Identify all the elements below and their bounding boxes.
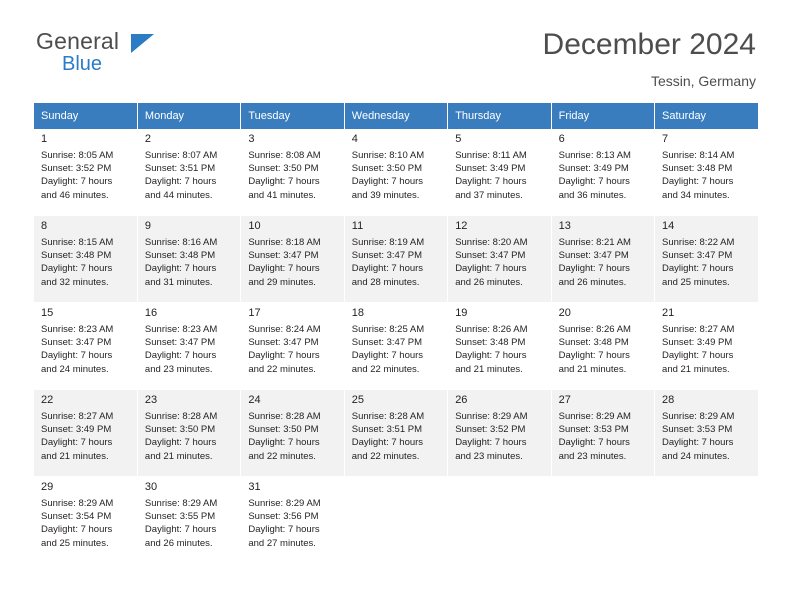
daylight-text-line2: and 37 minutes. (455, 189, 523, 201)
calendar-day-cell (344, 390, 447, 477)
daylight-text-line1: Daylight: 7 hours (662, 263, 734, 275)
calendar-day-cell (655, 390, 758, 477)
sunset-text: Sunset: 3:47 PM (662, 250, 733, 262)
sunset-text: Sunset: 3:48 PM (558, 337, 629, 349)
daylight-text-line1: Daylight: 7 hours (662, 176, 734, 188)
day-number: 31 (248, 481, 261, 493)
daylight-text-line1: Daylight: 7 hours (248, 263, 320, 275)
day-number: 16 (144, 307, 158, 319)
daylight-text-line2: and 25 minutes. (662, 276, 730, 288)
flag-icon (131, 34, 154, 53)
day-number: 20 (558, 307, 571, 319)
daylight-text-line2: and 26 minutes. (455, 276, 523, 288)
sunrise-text: Sunrise: 8:26 AM (455, 324, 528, 335)
weekday-header-sunday: Sunday (34, 103, 137, 129)
calendar-day-cell-empty (551, 477, 654, 564)
calendar-day-cell (551, 216, 654, 303)
daylight-text-line2: and 21 minutes. (558, 363, 627, 375)
daylight-text-line1: Daylight: 7 hours (455, 350, 527, 362)
sunrise-text: Sunrise: 8:29 AM (144, 498, 218, 509)
calendar-day-cell (137, 129, 240, 216)
daylight-text-line2: and 21 minutes. (41, 450, 109, 462)
calendar-day-cell (448, 303, 551, 390)
daylight-text-line1: Daylight: 7 hours (248, 350, 320, 362)
daylight-text-line2: and 32 minutes. (41, 276, 109, 288)
daylight-text-line1: Daylight: 7 hours (558, 263, 630, 275)
weekday-header-row (34, 103, 758, 129)
sunset-text: Sunset: 3:50 PM (248, 424, 319, 436)
sunset-text: Sunset: 3:55 PM (144, 511, 216, 523)
sunrise-text: Sunrise: 8:28 AM (248, 411, 321, 422)
sunrise-text: Sunrise: 8:11 AM (455, 150, 527, 161)
day-number: 19 (455, 307, 468, 319)
sunset-text: Sunset: 3:47 PM (558, 250, 629, 262)
calendar-day-cell (241, 129, 344, 216)
sunrise-text: Sunrise: 8:27 AM (41, 411, 114, 422)
calendar-day-cell (137, 216, 240, 303)
calendar-day-cell (241, 216, 344, 303)
daylight-text-line1: Daylight: 7 hours (41, 437, 113, 449)
calendar-week-row (34, 129, 758, 216)
sunrise-text: Sunrise: 8:07 AM (144, 150, 218, 161)
day-number: 5 (455, 133, 462, 145)
daylight-text-line1: Daylight: 7 hours (351, 263, 424, 275)
sunset-text: Sunset: 3:49 PM (41, 424, 112, 436)
day-number: 14 (662, 220, 675, 232)
calendar-day-cell (34, 477, 137, 564)
sunrise-text: Sunrise: 8:05 AM (41, 150, 114, 161)
logo-blue-text: Blue (62, 53, 103, 75)
daylight-text-line2: and 41 minutes. (248, 189, 316, 201)
calendar-day-cell-empty (655, 477, 758, 564)
calendar-day-cell (655, 129, 758, 216)
daylight-text-line2: and 27 minutes. (248, 537, 316, 549)
calendar-week-row (34, 477, 758, 564)
sunrise-text: Sunrise: 8:13 AM (558, 150, 631, 161)
sunrise-text: Sunrise: 8:29 AM (455, 411, 528, 422)
sunset-text: Sunset: 3:53 PM (662, 424, 733, 436)
daylight-text-line1: Daylight: 7 hours (558, 437, 630, 449)
daylight-text-line1: Daylight: 7 hours (144, 524, 217, 536)
calendar-day-cell (551, 303, 654, 390)
calendar-day-cell (34, 216, 137, 303)
calendar-day-cell-empty (448, 477, 551, 564)
day-number: 28 (662, 394, 675, 406)
calendar-day-cell (344, 129, 447, 216)
daylight-text-line1: Daylight: 7 hours (455, 176, 527, 188)
daylight-text-line2: and 23 minutes. (455, 450, 523, 462)
daylight-text-line1: Daylight: 7 hours (662, 350, 734, 362)
calendar-week-row (34, 216, 758, 303)
day-number: 3 (248, 133, 255, 145)
daylight-text-line2: and 28 minutes. (351, 276, 420, 288)
calendar-day-cell (448, 129, 551, 216)
sunset-text: Sunset: 3:48 PM (144, 250, 216, 262)
sunrise-text: Sunrise: 8:27 AM (662, 324, 735, 335)
weekday-header-wednesday: Wednesday (344, 103, 447, 129)
sunrise-text: Sunrise: 8:24 AM (248, 324, 321, 335)
sunset-text: Sunset: 3:52 PM (455, 424, 526, 436)
calendar-day-cell (448, 390, 551, 477)
daylight-text-line2: and 21 minutes. (662, 363, 730, 375)
sunset-text: Sunset: 3:53 PM (558, 424, 629, 436)
sunrise-text: Sunrise: 8:29 AM (41, 498, 114, 509)
sunrise-text: Sunrise: 8:19 AM (351, 237, 425, 248)
daylight-text-line2: and 24 minutes. (41, 363, 109, 375)
daylight-text-line1: Daylight: 7 hours (558, 176, 630, 188)
daylight-text-line1: Daylight: 7 hours (351, 176, 424, 188)
day-number: 10 (248, 220, 261, 232)
sunrise-text: Sunrise: 8:16 AM (144, 237, 218, 248)
sunrise-text: Sunrise: 8:23 AM (144, 324, 218, 335)
daylight-text-line2: and 25 minutes. (41, 537, 109, 549)
weekday-header-tuesday: Tuesday (241, 103, 344, 129)
logo-general-text: General (36, 28, 120, 54)
daylight-text-line2: and 22 minutes. (248, 363, 316, 375)
day-number: 1 (41, 133, 48, 145)
day-number: 18 (351, 307, 365, 319)
day-number: 30 (144, 481, 158, 493)
daylight-text-line1: Daylight: 7 hours (455, 437, 527, 449)
daylight-text-line1: Daylight: 7 hours (41, 263, 113, 275)
sunrise-text: Sunrise: 8:23 AM (41, 324, 114, 335)
weekday-header-monday: Monday (137, 103, 240, 129)
sunrise-text: Sunrise: 8:28 AM (351, 411, 425, 422)
sunset-text: Sunset: 3:48 PM (662, 163, 733, 175)
sunrise-text: Sunrise: 8:29 AM (248, 498, 321, 509)
sunrise-text: Sunrise: 8:08 AM (248, 150, 321, 161)
day-number: 2 (144, 133, 152, 145)
sunset-text: Sunset: 3:47 PM (248, 337, 319, 349)
daylight-text-line2: and 46 minutes. (41, 189, 109, 201)
sunset-text: Sunset: 3:48 PM (455, 337, 526, 349)
sunset-text: Sunset: 3:50 PM (248, 163, 319, 175)
day-number: 6 (558, 133, 565, 145)
sunrise-text: Sunrise: 8:18 AM (248, 237, 321, 248)
daylight-text-line2: and 31 minutes. (144, 276, 213, 288)
daylight-text-line1: Daylight: 7 hours (41, 524, 113, 536)
calendar-day-cell (551, 129, 654, 216)
day-number: 29 (41, 481, 54, 493)
calendar-day-cell (137, 390, 240, 477)
sunset-text: Sunset: 3:47 PM (144, 337, 216, 349)
weekday-header-friday: Friday (551, 103, 654, 129)
sunrise-text: Sunrise: 8:26 AM (558, 324, 631, 335)
day-number: 24 (248, 394, 261, 406)
calendar-day-cell (241, 390, 344, 477)
sunset-text: Sunset: 3:49 PM (455, 163, 526, 175)
sunset-text: Sunset: 3:47 PM (455, 250, 526, 262)
daylight-text-line2: and 21 minutes. (144, 450, 213, 462)
sunrise-text: Sunrise: 8:28 AM (144, 411, 218, 422)
daylight-text-line2: and 23 minutes. (558, 450, 627, 462)
sunset-text: Sunset: 3:47 PM (41, 337, 112, 349)
calendar-day-cell (241, 477, 344, 564)
calendar-day-cell (137, 477, 240, 564)
daylight-text-line2: and 23 minutes. (144, 363, 213, 375)
page-title: December 2024 (542, 28, 756, 61)
daylight-text-line1: Daylight: 7 hours (248, 524, 320, 536)
sunrise-text: Sunrise: 8:25 AM (351, 324, 425, 335)
daylight-text-line1: Daylight: 7 hours (351, 437, 424, 449)
calendar-day-cell (551, 390, 654, 477)
daylight-text-line2: and 26 minutes. (144, 537, 213, 549)
day-number: 27 (558, 394, 571, 406)
day-number: 26 (455, 394, 468, 406)
daylight-text-line2: and 21 minutes. (455, 363, 523, 375)
daylight-text-line2: and 22 minutes. (248, 450, 316, 462)
daylight-text-line2: and 44 minutes. (144, 189, 213, 201)
sunset-text: Sunset: 3:50 PM (144, 424, 216, 436)
daylight-text-line2: and 24 minutes. (662, 450, 730, 462)
sunrise-text: Sunrise: 8:20 AM (455, 237, 528, 248)
calendar-day-cell (34, 129, 137, 216)
day-number: 13 (558, 220, 571, 232)
daylight-text-line1: Daylight: 7 hours (41, 176, 113, 188)
sunrise-text: Sunrise: 8:10 AM (351, 150, 425, 161)
sunset-text: Sunset: 3:47 PM (351, 250, 422, 262)
daylight-text-line2: and 29 minutes. (248, 276, 316, 288)
day-number: 9 (144, 220, 152, 232)
sunset-text: Sunset: 3:52 PM (41, 163, 112, 175)
day-number: 12 (455, 220, 468, 232)
calendar-day-cell (344, 303, 447, 390)
day-number: 8 (41, 220, 48, 232)
daylight-text-line1: Daylight: 7 hours (351, 350, 424, 362)
daylight-text-line1: Daylight: 7 hours (455, 263, 527, 275)
calendar-day-cell (241, 303, 344, 390)
sunset-text: Sunset: 3:54 PM (41, 511, 112, 523)
calendar-day-cell (34, 303, 137, 390)
daylight-text-line2: and 22 minutes. (351, 450, 420, 462)
daylight-text-line1: Daylight: 7 hours (662, 437, 734, 449)
day-number: 7 (662, 133, 669, 145)
daylight-text-line1: Daylight: 7 hours (248, 437, 320, 449)
daylight-text-line1: Daylight: 7 hours (144, 350, 217, 362)
sunrise-text: Sunrise: 8:29 AM (558, 411, 631, 422)
sunset-text: Sunset: 3:49 PM (558, 163, 629, 175)
location-subtitle: Tessin, Germany (650, 73, 756, 89)
sunset-text: Sunset: 3:50 PM (351, 163, 422, 175)
page-header (34, 0, 758, 90)
day-number: 23 (144, 394, 158, 406)
sunrise-text: Sunrise: 8:14 AM (662, 150, 735, 161)
day-number: 15 (41, 307, 54, 319)
day-number: 4 (351, 133, 358, 145)
sunset-text: Sunset: 3:49 PM (662, 337, 733, 349)
sunset-text: Sunset: 3:48 PM (41, 250, 112, 262)
calendar-day-cell (655, 216, 758, 303)
daylight-text-line2: and 36 minutes. (558, 189, 627, 201)
calendar-week-row (34, 303, 758, 390)
sunrise-text: Sunrise: 8:29 AM (662, 411, 735, 422)
weekday-header-saturday: Saturday (655, 103, 758, 129)
calendar-day-cell (137, 303, 240, 390)
calendar-day-cell (655, 303, 758, 390)
daylight-text-line2: and 39 minutes. (351, 189, 420, 201)
sunset-text: Sunset: 3:47 PM (248, 250, 319, 262)
day-number: 17 (248, 307, 261, 319)
calendar-day-cell (344, 216, 447, 303)
sunset-text: Sunset: 3:56 PM (248, 511, 319, 523)
day-number: 21 (662, 307, 675, 319)
day-number: 11 (351, 220, 364, 232)
title-block (543, 28, 758, 89)
sunrise-text: Sunrise: 8:21 AM (558, 237, 631, 248)
daylight-text-line2: and 34 minutes. (662, 189, 730, 201)
sunset-text: Sunset: 3:47 PM (351, 337, 422, 349)
daylight-text-line1: Daylight: 7 hours (248, 176, 320, 188)
day-number: 25 (351, 394, 365, 406)
calendar-day-cell-empty (344, 477, 447, 564)
daylight-text-line1: Daylight: 7 hours (41, 350, 113, 362)
sunset-text: Sunset: 3:51 PM (144, 163, 216, 175)
sunrise-text: Sunrise: 8:15 AM (41, 237, 114, 248)
daylight-text-line1: Daylight: 7 hours (144, 263, 217, 275)
general-blue-logo (34, 28, 216, 75)
sunrise-text: Sunrise: 8:22 AM (662, 237, 735, 248)
daylight-text-line1: Daylight: 7 hours (144, 176, 217, 188)
daylight-text-line1: Daylight: 7 hours (144, 437, 217, 449)
calendar-day-cell (448, 216, 551, 303)
calendar-day-cell (34, 390, 137, 477)
weekday-header-thursday: Thursday (448, 103, 551, 129)
daylight-text-line2: and 26 minutes. (558, 276, 627, 288)
sunset-text: Sunset: 3:51 PM (351, 424, 422, 436)
daylight-text-line2: and 22 minutes. (351, 363, 420, 375)
daylight-text-line1: Daylight: 7 hours (558, 350, 630, 362)
day-number: 22 (41, 394, 54, 406)
calendar-table (34, 103, 758, 564)
calendar-week-row (34, 390, 758, 477)
